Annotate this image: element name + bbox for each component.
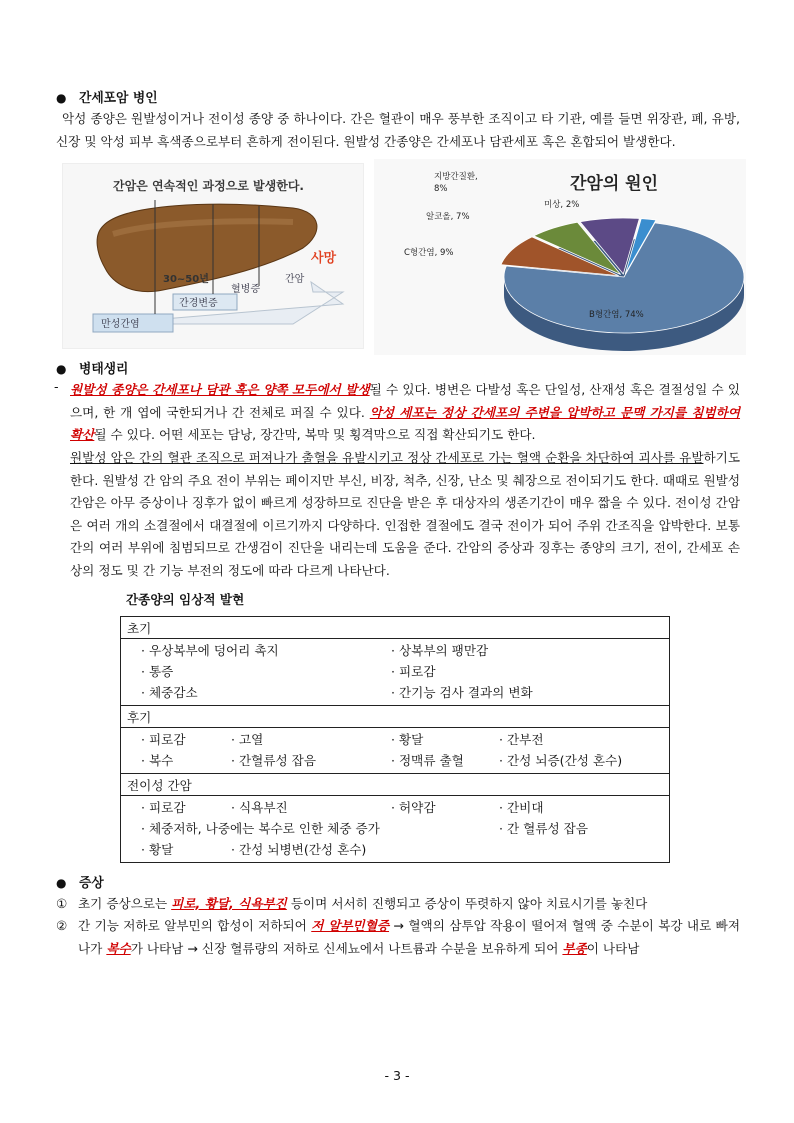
bullet-icon: ● — [56, 91, 67, 105]
emphasis-text: 악성 세포는 정상 간세포의 주변을 압박하고 문맥 가지를 침범하여 확산 — [70, 404, 741, 443]
body-text: → 혈액의 삼투압 작용이 떨어져 혈액 중 수분이 복강 내로 빠져나가 — [78, 918, 740, 956]
list-item: · 식욕부진 — [231, 799, 288, 815]
body-text: 하기도 한다. 원발성 간 암의 주요 전이 부위는 폐이지만 부신, 비장, 척추, 신장, 난소 및 췌장으로 전이되기도 한다. 때때로 원발성 간암은 아무 증상이나 징후가 없이 빠르게 성장하므로 진단을 받은 후 대상자의 생존기간이 매우 짧을 수 있다. 전이성 간암은 여러 개의 소결절에서 대결절에 이르기까지 다양하다. 인접한 결절에도 결국 전이가 되어 주위 간조직을 압박한다. 보통 간의 여러 부위에 침범되므로 간생검이 진단을 내리는데 도움을 준다. 간암의 증상과 징후는 종양의 크기, 전이, 간세포 손상의 정도 및 간 기능 부전의 정도에 따라 다르게 나타난다. — [70, 449, 740, 578]
table-row-label: 초기 — [121, 616, 670, 638]
section-heading-pathophysiology — [56, 359, 740, 379]
body-text: 가 나타남 → 신장 혈류량의 저하로 신세뇨에서 나트륨과 수분을 보유하게 되어 — [130, 940, 563, 956]
list-item: · 상복부의 팽만감 — [391, 642, 489, 658]
document-page — [56, 88, 740, 960]
heading-text: 증상 — [78, 875, 104, 891]
list-item: · 간기능 검사 결과의 변화 — [391, 684, 533, 700]
chart-title: 간암의 원인 — [570, 174, 659, 195]
list-item: · 복수 — [141, 752, 174, 768]
list-item: · 통증 — [141, 663, 174, 679]
list-item: · 간성 뇌병변(간성 혼수) — [231, 841, 367, 857]
symptom-item-2 — [56, 915, 740, 960]
symptom-item-1 — [56, 893, 740, 916]
emphasis-text: 부종 — [562, 940, 587, 956]
slice-label: B형간염, 74% — [589, 310, 644, 321]
pathophysiology-body — [56, 379, 740, 447]
bullet-icon: ● — [56, 362, 67, 377]
stage-label: 간암 — [285, 274, 305, 286]
table-row-label: 전이성 간암 — [121, 773, 670, 795]
list-item: · 간성 뇌증(간성 혼수) — [499, 752, 623, 768]
late-items — [127, 729, 663, 772]
list-item: · 허약감 — [391, 799, 436, 815]
body-text: 이 나타남 — [586, 940, 640, 956]
table-title: 간종양의 임상적 발현 — [126, 591, 245, 607]
stage-label: 만성간염 — [101, 319, 140, 331]
stage-label: 혈병증 — [231, 284, 260, 296]
list-item: · 간비대 — [499, 799, 544, 815]
figure-caption: 간암은 연속적인 과정으로 발생한다. — [113, 179, 304, 194]
emphasis-text: 저 알부민혈증 — [311, 918, 390, 934]
table-row-label: 후기 — [121, 705, 670, 727]
page-number: - 3 - — [384, 1068, 410, 1083]
slice-label: 알코올, 7% — [426, 212, 470, 223]
body-text: 간 기능 저하로 알부민의 합성이 저하되어 — [78, 918, 312, 934]
emphasis-text: 원발성 종양은 간세포나 담관 혹은 양쪽 모두에서 발생 — [70, 382, 370, 398]
heading-text: 병태생리 — [78, 362, 129, 378]
emphasis-text: 피로, 황달, 식욕부진 — [171, 895, 287, 911]
item-number: ② — [56, 918, 68, 934]
list-item: · 간부전 — [499, 731, 544, 747]
list-item: · 황달 — [141, 841, 174, 857]
slice-label: C형간염, 9% — [404, 248, 454, 259]
list-item: · 체중감소 — [141, 684, 198, 700]
years-label: 30~50년 — [163, 274, 209, 286]
bullet-icon: ● — [56, 875, 67, 890]
cause-pie-chart — [374, 159, 746, 355]
stage-label: 간경변증 — [179, 298, 218, 310]
list-item: · 간 혈류성 잡음 — [499, 820, 589, 836]
heading-text: 간세포암 병인 — [78, 91, 158, 106]
liver-progression-figure — [62, 163, 364, 349]
list-item: · 체중저하, 나중에는 복수로 인한 체중 증가 — [141, 820, 380, 836]
dash-marker: - — [54, 379, 59, 395]
body-text: 초기 증상으로는 — [78, 895, 172, 911]
list-item: · 정맥류 출혈 — [391, 752, 464, 768]
clinical-manifestations-table — [120, 616, 670, 863]
list-item: · 피로감 — [141, 731, 186, 747]
list-item: · 피로감 — [391, 663, 436, 679]
body-text: 될 수 있다. 어떤 세포는 담낭, 장간막, 복막 및 횡격막으로 직접 확산되기도 한다. — [94, 427, 536, 443]
slice-label: 지방간질환, 8% — [434, 172, 478, 195]
list-item: · 고열 — [231, 731, 264, 747]
list-item: · 피로감 — [141, 799, 186, 815]
symptoms-section — [56, 873, 740, 961]
body-text: 등이며 서서히 진행되고 증상이 뚜렷하지 않아 치료시기를 놓친다 — [286, 895, 648, 911]
list-item: · 간혈류성 잡음 — [231, 752, 317, 768]
list-item: · 우상복부에 덩어리 촉지 — [141, 642, 279, 658]
body-text: 될 수 있다. 병변은 다발성 혹은 단일성, 산재성 혹은 결절성일 수 있으며, 한 개 엽에 국한되거나 간 전체로 퍼질 수 있다. — [70, 382, 740, 420]
stage-label: 사망 — [311, 251, 337, 267]
patho-paragraph-2 — [56, 447, 740, 583]
underlined-text: 원발성 암은 간의 혈관 조직으로 퍼져나가 출혈을 유발시키고 정상 간세포로 가는 혈액 순환을 차단하여 괴사를 유발 — [70, 449, 704, 465]
emphasis-text: 복수 — [106, 940, 131, 956]
section-heading-cause — [56, 88, 740, 108]
early-items — [127, 640, 663, 704]
cause-paragraph: 악성 종양은 원발성이거나 전이성 종양 중 하나이다. 간은 혈관이 매우 풍부한 조직이고 타 기관, 예를 들면 위장관, 폐, 유방, 신장 및 악성 피부 흑색종으로부터 흔하게 전이된다. 원발성 간종양은 간세포나 담관세포 혹은 혼합되어 발생한다. — [56, 111, 740, 149]
section-heading-symptoms — [56, 873, 740, 893]
metastatic-items — [127, 797, 663, 861]
slice-label: 미상, 2% — [544, 200, 580, 211]
item-number: ① — [56, 895, 68, 911]
patho-paragraph-1 — [70, 379, 740, 447]
figure-row — [56, 159, 740, 357]
list-item: · 황달 — [391, 731, 424, 747]
